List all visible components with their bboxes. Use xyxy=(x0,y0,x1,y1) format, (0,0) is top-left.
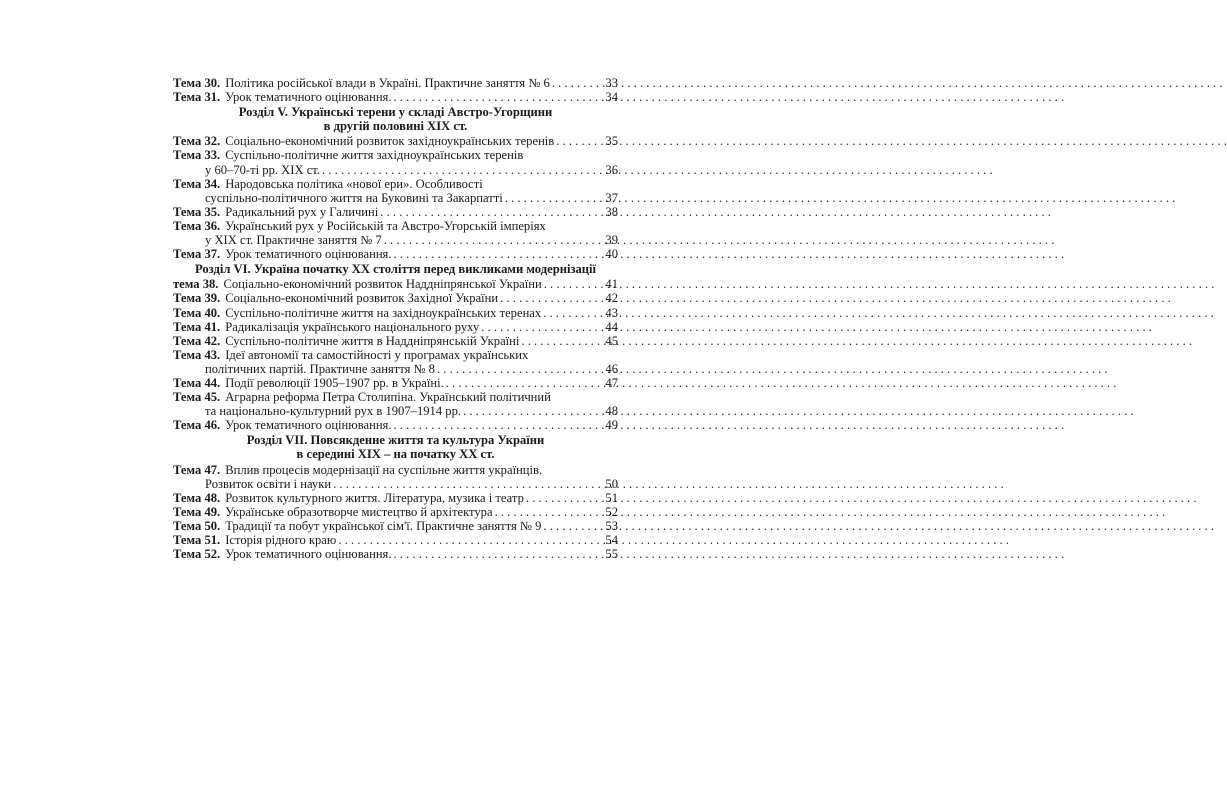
toc-entry-line xyxy=(173,148,618,162)
page-number: 52 xyxy=(605,504,618,519)
dot-leader xyxy=(384,233,600,247)
toc-entry[interactable] xyxy=(173,533,618,547)
page-number: 50 xyxy=(605,476,618,491)
dot-leader xyxy=(333,477,600,491)
dot-leader xyxy=(394,418,601,432)
toc-entry-line xyxy=(173,404,618,418)
toc-entry[interactable] xyxy=(173,247,618,261)
dot-leader xyxy=(394,547,601,561)
topic-title: Урок тематичного оцінювання. xyxy=(225,418,392,433)
page-number: 33 xyxy=(605,76,618,90)
topic-number: Тема 43. xyxy=(173,347,221,362)
dot-leader xyxy=(544,277,600,291)
toc-entry[interactable] xyxy=(173,277,618,291)
dot-leader xyxy=(380,205,600,219)
page-number: 48 xyxy=(605,404,618,419)
topic-title: Урок тематичного оцінювання. xyxy=(225,90,392,105)
topic-number: Тема 48. xyxy=(173,490,221,505)
topic-title: Події революції 1905–1907 рр. в Україні. xyxy=(225,375,444,390)
toc-entry-line xyxy=(173,219,618,233)
page-number: 42 xyxy=(605,291,618,306)
dot-leader xyxy=(437,362,600,376)
topic-number: Тема 30. xyxy=(173,76,221,90)
page-number: 34 xyxy=(605,90,618,105)
toc-entry-line xyxy=(173,477,618,491)
topic-title: Українське образотворче мистецтво й архітектура xyxy=(225,504,493,519)
page-number: 38 xyxy=(605,204,618,219)
page-number: 45 xyxy=(605,333,618,348)
topic-number: Тема 46. xyxy=(173,418,221,433)
toc-entry-line xyxy=(173,505,618,519)
page-number: 44 xyxy=(605,319,618,334)
topic-number: Тема 51. xyxy=(173,533,221,547)
dot-leader xyxy=(505,191,600,205)
toc-entry[interactable] xyxy=(173,418,618,432)
dot-leader xyxy=(500,291,600,305)
topic-title: Радикалізація українського національного руху xyxy=(225,319,480,334)
topic-number: Тема 37. xyxy=(173,247,221,262)
topic-number: Тема 31. xyxy=(173,90,221,105)
topic-title: Розвиток освіти і науки xyxy=(205,476,332,491)
toc-entry[interactable] xyxy=(173,177,618,205)
dot-leader xyxy=(556,134,600,148)
topic-title: Розвиток культурного життя. Література, музика і театр xyxy=(225,490,524,505)
topic-title: Соціально-економічний розвиток західноукраїнських теренів xyxy=(225,134,555,149)
toc-entry[interactable] xyxy=(173,376,618,390)
toc-entry-line xyxy=(173,491,618,505)
topic-title: у XIX ст. Практичне заняття № 7 xyxy=(205,233,382,248)
topic-title: Суспільно-політичне життя західноукраїнських теренів xyxy=(225,148,524,163)
toc-entry-line xyxy=(173,463,618,477)
topic-title: Ідеї автономії та самостійності у програмах українських xyxy=(225,347,529,362)
topic-number: Тема 36. xyxy=(173,218,221,233)
section-heading xyxy=(173,432,618,462)
toc-entry[interactable] xyxy=(173,291,618,305)
toc-entry-line xyxy=(173,205,618,219)
page-number: 39 xyxy=(605,233,618,248)
topic-title: Традиції та побут української сім'ї. Практичне заняття № 9 xyxy=(225,518,542,533)
topic-number: Тема 34. xyxy=(173,176,221,191)
dot-leader xyxy=(481,320,600,334)
dot-leader xyxy=(543,519,600,533)
toc-entry[interactable] xyxy=(173,334,618,348)
toc-entry[interactable] xyxy=(173,463,618,491)
topic-title: та національно-культурний рух в 1907–1914 рр. xyxy=(205,404,462,419)
toc-entry-line xyxy=(173,134,618,148)
section-heading-line: в середині XIX – на початку XX ст. xyxy=(296,447,495,462)
toc-entry-line xyxy=(173,418,618,432)
topic-title: Український рух у Російській та Австро-Угорській імперіях xyxy=(225,218,546,233)
topic-title: Радикальний рух у Галичині xyxy=(225,204,379,219)
topic-number: Тема 42. xyxy=(173,333,221,348)
topic-title: Соціально-економічний розвиток Західної України xyxy=(225,291,499,306)
dot-leader xyxy=(552,76,600,90)
dot-leader xyxy=(521,334,600,348)
toc-entry-line xyxy=(173,233,618,247)
toc-entry-line xyxy=(173,306,618,320)
section-heading xyxy=(173,261,618,277)
section-heading-line: Розділ VI. Україна початку XX століття перед викликами модернізації xyxy=(194,262,597,277)
page-number: 55 xyxy=(605,547,618,562)
toc-section xyxy=(173,76,618,104)
toc-entry[interactable] xyxy=(173,90,618,104)
page-number: 54 xyxy=(605,533,618,547)
topic-title: суспільно-політичного життя на Буковині та Закарпатті xyxy=(205,190,503,205)
topic-title: політичних партій. Практичне заняття № 8 xyxy=(205,361,435,376)
topic-title: Урок тематичного оцінювання. xyxy=(225,247,392,262)
toc-entry-line xyxy=(173,291,618,305)
page-number: 35 xyxy=(605,134,618,149)
toc-section xyxy=(173,432,618,561)
page-number: 40 xyxy=(605,247,618,262)
topic-number: Тема 44. xyxy=(173,375,221,390)
toc-entry-line xyxy=(173,547,618,561)
topic-number: Тема 39. xyxy=(173,291,221,306)
toc-entry[interactable] xyxy=(173,390,618,418)
page-number: 37 xyxy=(605,190,618,205)
toc-entry[interactable] xyxy=(173,505,618,519)
section-heading xyxy=(173,104,618,134)
section-heading-line: Розділ VII. Повсякденне життя та культура України xyxy=(246,433,545,448)
toc-entry-line xyxy=(173,533,618,547)
table-of-contents xyxy=(173,76,618,561)
topic-number: Тема 49. xyxy=(173,504,221,519)
dot-leader xyxy=(394,90,601,104)
page-number: 36 xyxy=(605,162,618,177)
dot-leader xyxy=(446,376,600,390)
topic-number: Тема 33. xyxy=(173,148,221,163)
toc-entry-line xyxy=(173,247,618,261)
topic-number: Тема 47. xyxy=(173,462,221,477)
topic-title: Історія рідного краю xyxy=(225,533,337,547)
dot-leader xyxy=(338,533,600,547)
topic-title: у 60–70-ті рр. XIX ст. xyxy=(205,162,320,177)
toc-entry-line xyxy=(173,362,618,376)
dot-leader xyxy=(526,491,600,505)
toc-entry[interactable] xyxy=(173,320,618,334)
toc-entry[interactable] xyxy=(173,348,618,376)
topic-title: Аграрна реформа Петра Столипіна. Український політичний xyxy=(225,390,551,405)
toc-entry[interactable] xyxy=(173,306,618,320)
topic-title: Урок тематичного оцінювання. xyxy=(225,547,392,562)
page-number: 46 xyxy=(605,361,618,376)
topic-title: Суспільно-політичне життя в Наддніпрянській Україні xyxy=(225,333,520,348)
toc-entry-line xyxy=(173,348,618,362)
toc-entry[interactable] xyxy=(173,205,618,219)
topic-number: Тема 50. xyxy=(173,518,221,533)
toc-entry[interactable] xyxy=(173,134,618,148)
dot-leader xyxy=(495,505,600,519)
toc-entry-line xyxy=(173,519,618,533)
toc-entry[interactable] xyxy=(173,219,618,247)
topic-number: Тема 32. xyxy=(173,134,221,149)
toc-entry-line xyxy=(173,277,618,291)
toc-entry-line xyxy=(173,320,618,334)
topic-number: Тема 45. xyxy=(173,390,221,405)
topic-number: Тема 40. xyxy=(173,305,221,320)
toc-entry[interactable] xyxy=(173,547,618,561)
topic-number: тема 38. xyxy=(173,277,219,292)
topic-title: Суспільно-політичне життя на західноукраїнських теренах xyxy=(225,305,542,320)
topic-title: Вплив процесів модернізації на суспільне життя українців. xyxy=(225,462,543,477)
toc-entry-line xyxy=(173,177,618,191)
page-number: 51 xyxy=(605,490,618,505)
page-number: 41 xyxy=(605,277,618,292)
page-number: 43 xyxy=(605,305,618,320)
toc-section xyxy=(173,104,618,261)
section-heading-line: в другій половині XIX ст. xyxy=(323,119,468,134)
topic-number: Тема 41. xyxy=(173,319,221,334)
toc-entry-line xyxy=(173,376,618,390)
toc-entry[interactable] xyxy=(173,76,618,90)
dot-leader xyxy=(463,404,600,418)
page-number: 49 xyxy=(605,418,618,433)
toc-entry-line xyxy=(173,90,618,104)
page-number: 47 xyxy=(605,375,618,390)
toc-entry[interactable] xyxy=(173,491,618,505)
topic-title: Соціально-економічний розвиток Наддніпрянської України xyxy=(223,277,542,292)
toc-entry[interactable] xyxy=(173,519,618,533)
dot-leader xyxy=(543,306,600,320)
toc-entry-line xyxy=(173,163,618,177)
page-number: 53 xyxy=(605,518,618,533)
topic-number: Тема 52. xyxy=(173,547,221,562)
toc-entry-line xyxy=(173,76,618,90)
toc-entry-line xyxy=(173,390,618,404)
topic-title: Народовська політика «нової ери». Особливості xyxy=(225,176,483,191)
toc-entry-line xyxy=(173,191,618,205)
topic-title: Політика російської влади в Україні. Практичне заняття № 6 xyxy=(225,76,550,90)
dot-leader xyxy=(394,247,601,261)
dot-leader xyxy=(322,163,600,177)
section-heading-line: Розділ V. Українські терени у складі Австро-Угорщини xyxy=(238,105,553,120)
toc-entry-line xyxy=(173,334,618,348)
topic-number: Тема 35. xyxy=(173,204,221,219)
toc-section xyxy=(173,261,618,432)
toc-entry[interactable] xyxy=(173,148,618,176)
